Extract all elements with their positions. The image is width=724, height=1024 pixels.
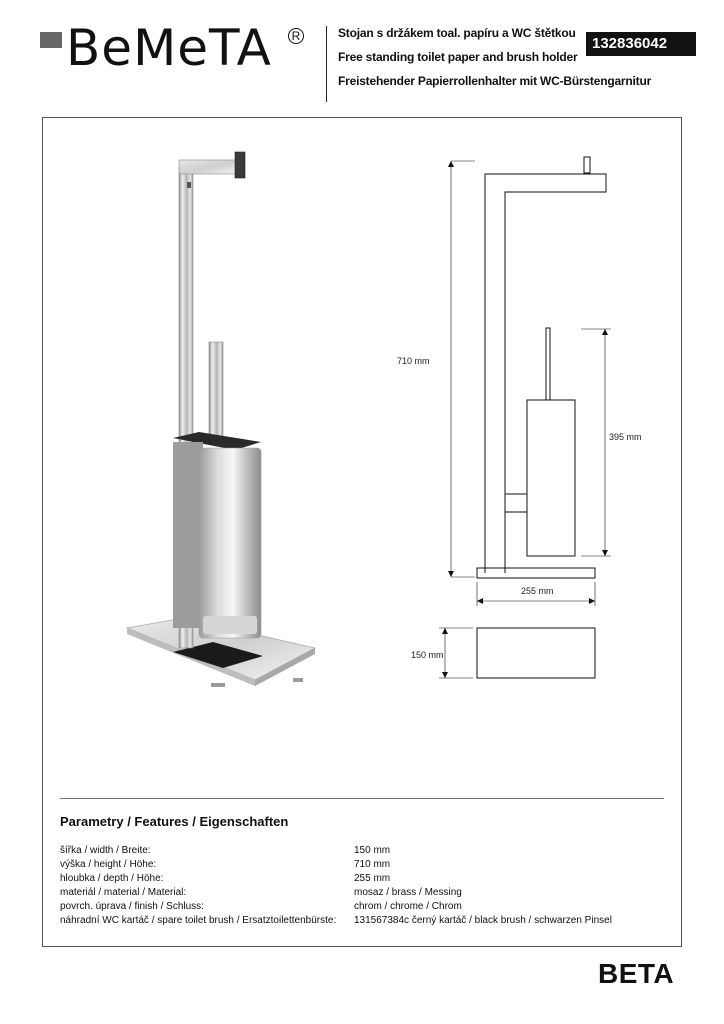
param-row [60, 914, 660, 928]
dim-height-label: 710 mm [397, 356, 430, 366]
series-name: BETA [598, 958, 675, 989]
param-value: 131567384c černý kartáč / black brush / schwarzen Pinsel [354, 915, 612, 926]
param-value: chrom / chrome / Chrom [354, 901, 462, 912]
arrow [442, 672, 448, 678]
dim-width-label: 255 mm [521, 586, 554, 596]
logo-text: BeMeTA [66, 19, 272, 77]
arrow [602, 550, 608, 556]
param-value: 150 mm [354, 845, 391, 856]
arrow [589, 598, 595, 604]
param-row [60, 844, 660, 858]
registered-mark: R [288, 28, 304, 44]
param-value: 710 mm [354, 859, 391, 870]
param-row [60, 858, 660, 872]
title-english: Free standing toilet paper and brush holder [338, 50, 578, 64]
drawing-cap [584, 157, 590, 173]
param-label: hloubka / depth / Höhe: [60, 873, 164, 884]
drawing-brush-handle [546, 328, 550, 400]
param-row [60, 872, 660, 886]
param-label: náhradní WC kartáč / spare toilet brush / Ersatztoilettenbürste: [60, 915, 337, 926]
params-table [60, 844, 660, 928]
arrow [602, 329, 608, 335]
drawing-base [477, 568, 595, 578]
dim-brush-label: 395 mm [609, 432, 642, 442]
title-czech: Stojan s držákem toal. papíru a WC štětkou [338, 26, 576, 40]
drawing-connector [505, 494, 527, 512]
param-row [60, 886, 660, 900]
arrow [477, 598, 483, 604]
param-label: povrch. úprava / finish / Schluss: [60, 901, 204, 912]
logo-mark [40, 32, 62, 48]
dim-depth-label: 150 mm [411, 650, 444, 660]
param-label: výška / height / Höhe: [60, 859, 157, 870]
title-german: Freistehender Papierrollenhalter mit WC-Bürstengarnitur [338, 74, 652, 88]
param-value: 255 mm [354, 873, 391, 884]
section-divider [60, 798, 664, 799]
param-label: šířka / width / Breite: [60, 845, 151, 856]
header-divider [326, 26, 327, 102]
arrow [442, 628, 448, 634]
technical-drawing [43, 118, 683, 798]
product-code-badge: 132836042 [586, 32, 696, 56]
drawing-top-view [477, 628, 595, 678]
param-value: mosaz / brass / Messing [354, 887, 462, 898]
param-label: materiál / material / Material: [60, 887, 187, 898]
param-row [60, 900, 660, 914]
drawing-brush-box [527, 400, 575, 556]
params-title: Parametry / Features / Eigenschaften [60, 814, 289, 829]
arrow [448, 571, 454, 577]
arrow [448, 161, 454, 167]
